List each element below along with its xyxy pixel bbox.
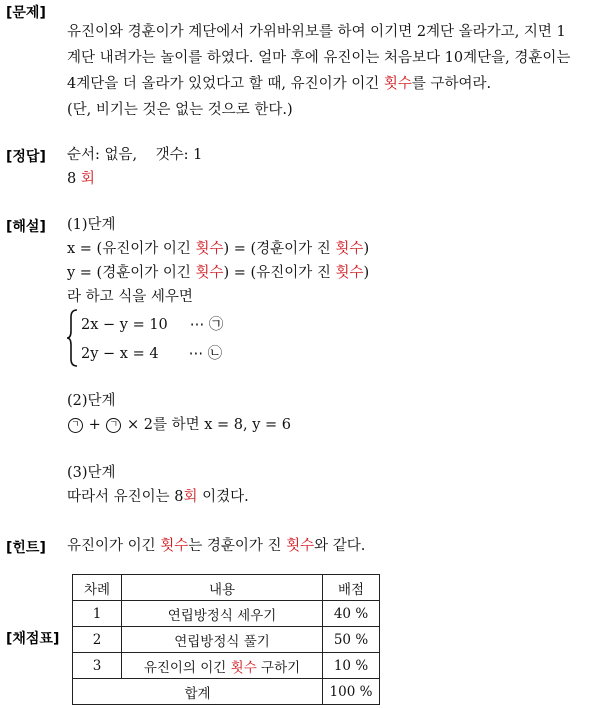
problem-text bbox=[67, 19, 597, 123]
y-definition: y = (경훈이가 이긴 횟수) = (유진이가 진 횟수) bbox=[67, 265, 370, 281]
step-3-title: (3)단계 bbox=[67, 465, 116, 481]
equation-2: 2y − x = 4 ⋯ ㉡ bbox=[81, 346, 223, 362]
highlight-count: 횟수 bbox=[383, 76, 412, 92]
scoring-table bbox=[72, 574, 380, 705]
answer-label: [정답] bbox=[6, 149, 46, 165]
header-content: 내용 bbox=[122, 575, 323, 601]
circled-g-icon: ㄱ bbox=[106, 418, 121, 433]
header-order: 차례 bbox=[73, 575, 122, 601]
hint-label: [힌트] bbox=[6, 540, 46, 556]
problem-line-2: 계단 내려가는 놀이를 하였다. 얼마 후에 유진이는 처음보다 10계단을, 경훈이는 bbox=[67, 50, 571, 66]
solution-block bbox=[67, 213, 597, 509]
table-row: 2 연립방정식 풀기 50 % bbox=[73, 627, 380, 653]
problem-line-3: 4계단을 더 올라가 있었다고 할 때, 유진이가 이긴 횟수를 구하여라. bbox=[67, 76, 492, 92]
table-row: 3 유진이의 이긴 횟수 구하기 10 % bbox=[73, 653, 380, 679]
brace-icon bbox=[67, 309, 79, 367]
step-2-title: (2)단계 bbox=[67, 393, 116, 409]
answer-meta: 순서: 없음, 갯수: 1 bbox=[67, 147, 203, 163]
solution-label: [해설] bbox=[6, 219, 46, 235]
scoring-label: [채점표] bbox=[6, 631, 60, 647]
answer-block bbox=[67, 143, 597, 191]
table-total-row bbox=[73, 679, 380, 705]
total-label: 합계 bbox=[73, 679, 323, 705]
table-header-row bbox=[73, 575, 380, 601]
combination-text: ㄱ + ㄱ × 2를 하면 x = 8, y = 6 bbox=[67, 413, 597, 437]
hint-text: 유진이가 이긴 횟수는 경훈이가 진 횟수와 같다. bbox=[67, 538, 366, 554]
problem-line-1: 유진이와 경훈이가 계단에서 가위바위보를 하여 이기면 2계단 올라가고, 지면 1 bbox=[67, 24, 566, 40]
conclusion-text: 따라서 유진이는 8회 이겼다. bbox=[67, 489, 249, 505]
total-score: 100 % bbox=[323, 679, 380, 705]
step-1-title: (1)단계 bbox=[67, 217, 116, 233]
table-row: 1 연립방정식 세우기 40 % bbox=[73, 601, 380, 627]
setup-text: 라 하고 식을 세우면 bbox=[67, 289, 193, 305]
circled-g-icon: ㄱ bbox=[68, 418, 83, 433]
header-score: 배점 bbox=[323, 575, 380, 601]
equation-system bbox=[67, 309, 597, 369]
equation-1: 2x − y = 10 ⋯ ㉠ bbox=[81, 317, 224, 333]
problem-label: [문제] bbox=[6, 5, 46, 21]
x-definition: x = (유진이가 이긴 횟수) = (경훈이가 진 횟수) bbox=[67, 241, 370, 257]
answer-value: 8 회 bbox=[67, 171, 95, 187]
problem-line-4: (단, 비기는 것은 없는 것으로 한다.) bbox=[67, 102, 293, 118]
